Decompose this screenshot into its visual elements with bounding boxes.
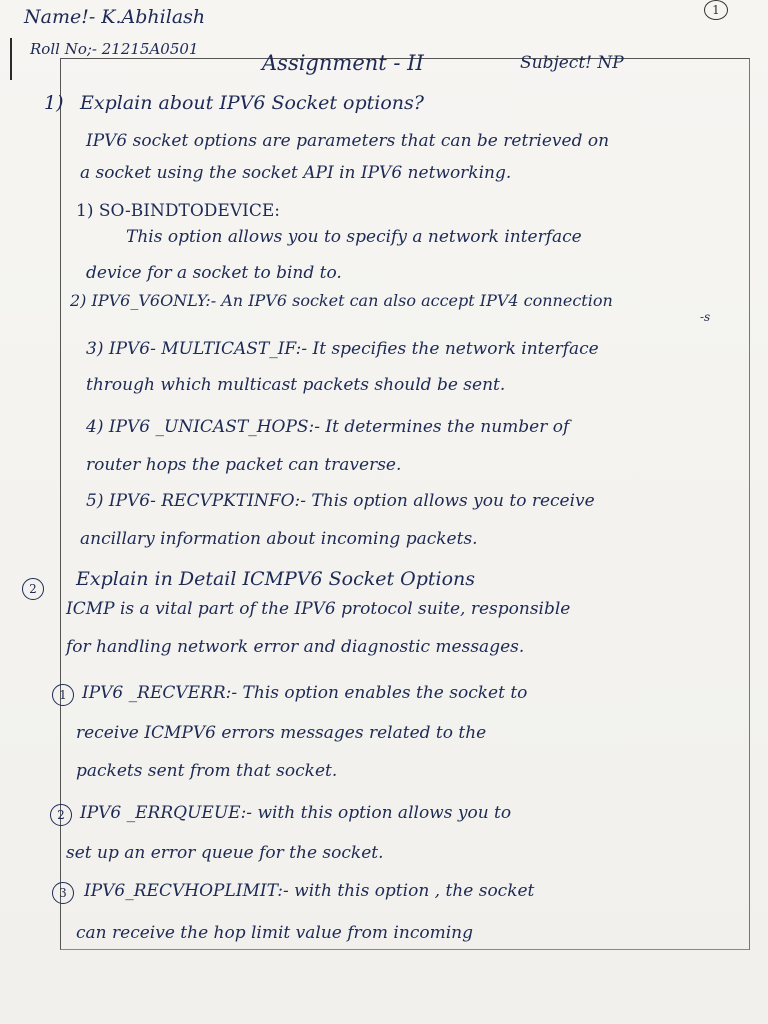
q1-item2: 2) IPV6_V6ONLY:- An IPV6 socket can also accept IPV4 connection <box>70 291 613 310</box>
q2-intro-line-2: for handling network error and diagnostic messages. <box>66 637 525 657</box>
q2-option2-number: 2 <box>50 804 72 826</box>
q1-item1-line-1: This option allows you to specify a network interface <box>126 227 582 247</box>
q1-intro-line-2: a socket using the socket API in IPV6 networking. <box>80 163 512 183</box>
q2-option1-number: 1 <box>52 684 74 706</box>
assignment-title: Assignment - II <box>262 51 424 75</box>
q1-item3-line-2: through which multicast packets should be sent. <box>86 375 506 395</box>
q1-intro-line-1: IPV6 socket options are parameters that can be retrieved on <box>86 131 610 151</box>
q2-question: Explain in Detail ICMPV6 Socket Options <box>76 568 476 590</box>
subject-label: Subject! NP <box>520 53 624 73</box>
q2-option1-line-1: IPV6 _RECVERR:- This option enables the socket to <box>82 683 528 703</box>
q1-item5-line-1: 5) IPV6- RECVPKTINFO:- This option allows you to receive <box>86 491 595 511</box>
q2-option2-line-1: IPV6 _ERRQUEUE:- with this option allows you to <box>80 803 512 823</box>
q2-option3-number: 3 <box>52 882 74 904</box>
margin-mark <box>10 38 12 80</box>
q1-item1-line-2: device for a socket to bind to. <box>86 263 342 283</box>
q1-number: 1) <box>44 92 64 114</box>
student-name: Name!- K.Abhilash <box>24 6 206 28</box>
q2-option2-line-2: set up an error queue for the socket. <box>66 843 384 863</box>
q1-item4-line-2: router hops the packet can traverse. <box>86 455 402 475</box>
q1-item2-continuation: -s <box>700 310 711 324</box>
page-number: 1 <box>704 0 728 20</box>
q2-number: 2 <box>22 578 44 600</box>
q2-option3-line-2: can receive the hop limit value from incoming <box>76 923 473 943</box>
q1-item4-line-1: 4) IPV6 _UNICAST_HOPS:- It determines the number of <box>86 417 570 437</box>
roll-number: Roll No;- 21215A0501 <box>30 40 199 58</box>
q2-intro-line-1: ICMP is a vital part of the IPV6 protocol suite, responsible <box>66 599 571 619</box>
q1-item3-line-1: 3) IPV6- MULTICAST_IF:- It specifies the network interface <box>86 339 599 359</box>
q1-item1-title: 1) SO-BINDTODEVICE: <box>76 201 280 221</box>
q2-option3-line-1: IPV6_RECVHOPLIMIT:- with this option , the socket <box>84 881 535 901</box>
q1-question: Explain about IPV6 Socket options? <box>80 92 424 114</box>
q1-item5-line-2: ancillary information about incoming packets. <box>80 529 478 549</box>
q2-option1-line-2: receive ICMPV6 errors messages related to the <box>76 723 487 743</box>
q2-option1-line-3: packets sent from that socket. <box>76 761 338 781</box>
